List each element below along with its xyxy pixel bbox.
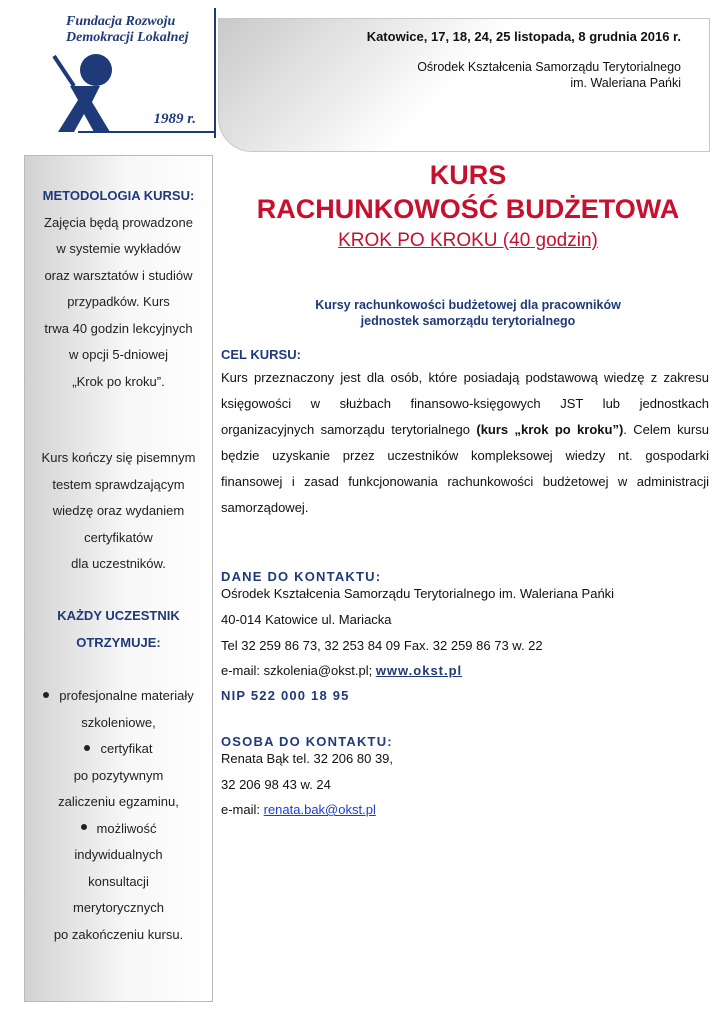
goal-heading: CEL KURSU: [221,347,301,362]
person-heading: OSOBA DO KONTAKTU: [221,734,393,749]
person-email-row [221,802,376,817]
benefits-list [25,683,212,948]
sidebar [24,155,213,1002]
person-email-link[interactable]: renata.bak@okst.pl [263,802,376,817]
goal-text: . Celem kursu będzie uzyskanie przez uczestników kompleksowej wiedzy nt. gospodarki finansowej i zasad funkcjonowania rachunkowości budżetowej w administracji samorządowej. [221,422,709,515]
foundation-name-line2: Demokracji Lokalnej [66,30,189,45]
methodology-line: w systemie wykładów [56,241,181,256]
foundation-logo [30,8,216,138]
person-email-label: e-mail: [221,802,264,817]
course-dates: Katowice, 17, 18, 24, 25 listopada, 8 grudnia 2016 r. [366,29,681,44]
institution [417,59,681,91]
benefit-text: konsultacji [88,873,149,889]
benefit-text: zaliczeniu egzaminu, [58,794,179,809]
contact-heading: DANE DO KONTAKTU: [221,569,382,584]
receive-heading-line1: KAŻDY UCZESTNIK [57,608,180,623]
institution-line2: im. Waleriana Pańki [570,76,681,90]
benefit-text: możliwość [96,820,157,836]
institution-line1: Ośrodek Kształcenia Samorządu Terytorialnego [417,60,681,74]
methodology-line: trwa 40 godzin lekcyjnych [44,320,193,336]
benefit-text: po zakończeniu kursu. [53,926,184,942]
bullet-icon [81,824,87,830]
exam-line: Kurs kończy się pisemnym [41,450,196,465]
receive-heading-line2: OTRZYMUJE: [76,634,161,650]
methodology-section [25,183,212,395]
fundation-person-logo-icon [48,48,128,136]
benefit-text: indywidualnych [74,847,163,862]
contact-name: Ośrodek Kształcenia Samorządu Terytorialnego im. Waleriana Pańki [221,586,615,601]
methodology-line: Zajęcia będą prowadzone [44,214,193,230]
course-title-line1: KURS [429,160,507,190]
list-item [25,816,212,843]
goal-text-bold: (kurs „krok po kroku”) [476,422,624,437]
benefit-text: profesjonalne materiały [59,688,194,703]
course-title [218,158,718,226]
benefit-text: po pozytywnym [73,767,164,783]
receive-heading [25,603,212,656]
list-item [25,683,212,710]
foundation-year: 1989 r. [153,111,196,127]
foundation-name-line1: Fundacja Rozwoju [66,14,176,29]
website-link[interactable]: www.okst.pl [375,663,463,678]
goal-text: Kurs przeznaczony jest dla osób, które posiadają podstawową wiedzę z zakresu księgowości w służbach finansowo-księgowych JST lub jednostkach organizacyjnych samorządu terytorialnego [221,370,709,437]
tagline-line2: jednostek samorządu terytorialnego [360,314,576,328]
methodology-line: „Krok po kroku”. [72,373,165,389]
nip-number: NIP 522 000 18 95 [221,688,350,703]
bullet-icon [43,692,49,698]
methodology-line: oraz warsztatów i studiów [44,267,193,283]
course-title-line2: RACHUNKOWOŚĆ BUDŻETOWA [256,194,680,224]
exam-line: dla uczestników. [71,556,166,571]
tagline-line1: Kursy rachunkowości budżetowej dla pracowników [315,298,621,312]
methodology-line: w opcji 5-dniowej [69,347,168,362]
person-name-tel: Renata Bąk tel. 32 206 80 39, [221,751,394,766]
methodology-heading: METODOLOGIA KURSU: [42,188,195,203]
benefit-text: certyfikat [100,741,153,756]
exam-line: wiedzę oraz wydaniem [52,503,185,518]
exam-line: testem sprawdzającym [52,476,185,492]
course-tagline [218,297,718,329]
exam-section [25,445,212,578]
logo-divider [78,131,214,133]
exam-line: certyfikatów [84,529,153,545]
contact-email-row [221,663,462,678]
person-tel2: 32 206 98 43 w. 24 [221,777,331,792]
list-item [25,736,212,763]
benefit-text: merytorycznych [72,900,165,915]
bullet-icon [84,745,90,751]
goal-paragraph [221,365,709,521]
methodology-line: przypadków. Kurs [67,294,170,309]
foundation-name [66,14,216,46]
contact-address: 40-014 Katowice ul. Mariacka [221,612,392,627]
course-subtitle: KROK PO KROKU (40 godzin) [338,230,598,251]
contact-phones: Tel 32 259 86 73, 32 253 84 09 Fax. 32 259 86 73 w. 22 [221,638,543,653]
benefit-text: szkoleniowe, [81,714,156,730]
header-box [218,18,710,152]
contact-email: e-mail: szkolenia@okst.pl; [221,663,376,678]
